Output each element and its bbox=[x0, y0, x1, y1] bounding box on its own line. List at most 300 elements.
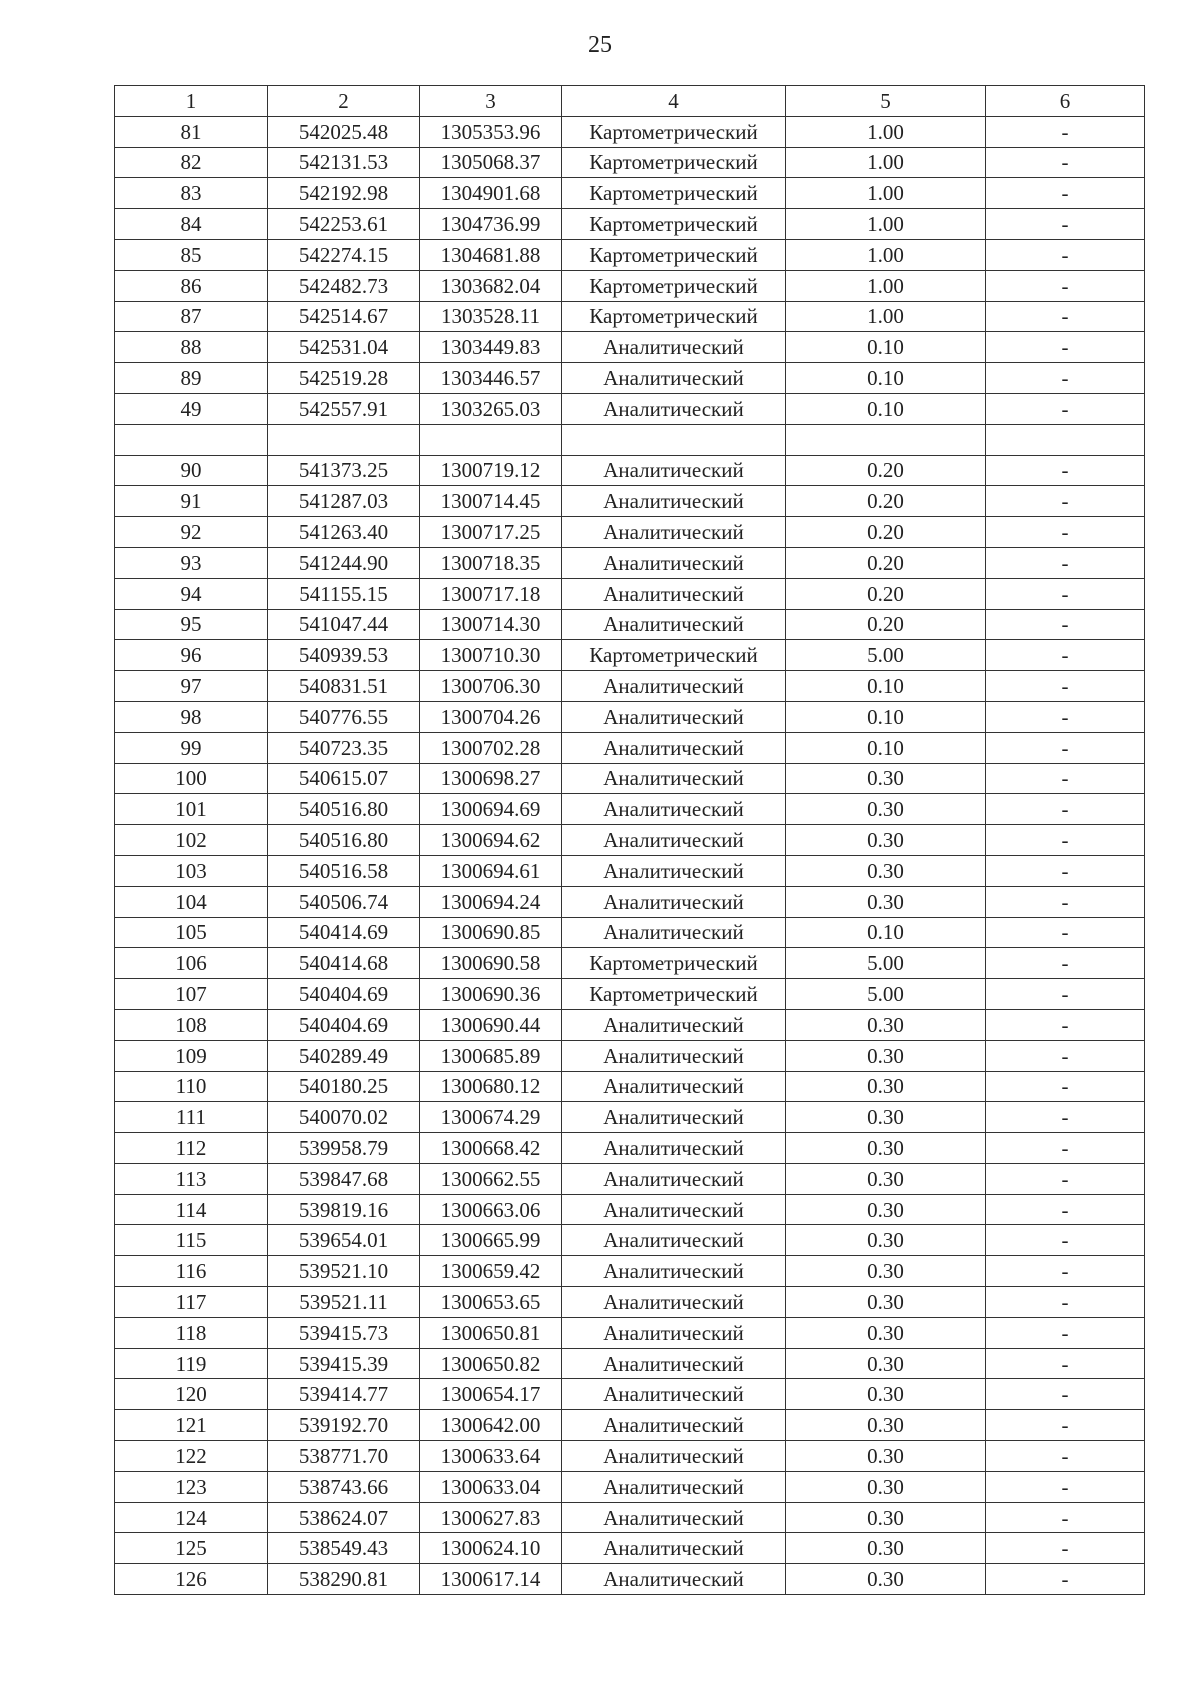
header-row bbox=[115, 86, 1145, 117]
note-cell: - bbox=[986, 1102, 1145, 1133]
accuracy-cell: 0.30 bbox=[786, 886, 986, 917]
y-coordinate-cell: 1304681.88 bbox=[420, 239, 562, 270]
y-coordinate-cell: 1303449.83 bbox=[420, 332, 562, 363]
y-coordinate-cell: 1303446.57 bbox=[420, 363, 562, 394]
point-number-cell: 108 bbox=[115, 1009, 268, 1040]
point-number-cell: 102 bbox=[115, 825, 268, 856]
table-body bbox=[115, 116, 1145, 1594]
y-coordinate-cell: 1300659.42 bbox=[420, 1256, 562, 1287]
accuracy-cell: 0.30 bbox=[786, 1317, 986, 1348]
accuracy-cell bbox=[786, 424, 986, 455]
x-coordinate-cell: 542482.73 bbox=[268, 270, 420, 301]
point-number-cell: 85 bbox=[115, 239, 268, 270]
method-cell: Аналитический bbox=[562, 1102, 786, 1133]
method-cell: Аналитический bbox=[562, 1225, 786, 1256]
y-coordinate-cell: 1300650.82 bbox=[420, 1348, 562, 1379]
note-cell: - bbox=[986, 1379, 1145, 1410]
y-coordinate-cell: 1300706.30 bbox=[420, 671, 562, 702]
table-row bbox=[115, 671, 1145, 702]
table-row bbox=[115, 1071, 1145, 1102]
accuracy-cell: 0.10 bbox=[786, 363, 986, 394]
note-cell: - bbox=[986, 363, 1145, 394]
point-number-cell: 91 bbox=[115, 486, 268, 517]
accuracy-cell: 0.30 bbox=[786, 825, 986, 856]
point-number-cell: 84 bbox=[115, 209, 268, 240]
y-coordinate-cell: 1300704.26 bbox=[420, 701, 562, 732]
method-cell: Картометрический bbox=[562, 640, 786, 671]
accuracy-cell: 0.30 bbox=[786, 1133, 986, 1164]
x-coordinate-cell: 542519.28 bbox=[268, 363, 420, 394]
method-cell: Аналитический bbox=[562, 1071, 786, 1102]
x-coordinate-cell: 540289.49 bbox=[268, 1040, 420, 1071]
x-coordinate-cell: 539847.68 bbox=[268, 1163, 420, 1194]
method-cell: Аналитический bbox=[562, 1287, 786, 1318]
y-coordinate-cell: 1300690.58 bbox=[420, 948, 562, 979]
accuracy-cell: 0.30 bbox=[786, 1009, 986, 1040]
column-header: 5 bbox=[786, 86, 986, 117]
point-number-cell: 116 bbox=[115, 1256, 268, 1287]
point-number-cell: 92 bbox=[115, 517, 268, 548]
point-number-cell: 114 bbox=[115, 1194, 268, 1225]
y-coordinate-cell: 1300694.69 bbox=[420, 794, 562, 825]
x-coordinate-cell: 540506.74 bbox=[268, 886, 420, 917]
method-cell: Аналитический bbox=[562, 1040, 786, 1071]
method-cell: Картометрический bbox=[562, 979, 786, 1010]
x-coordinate-cell: 540414.68 bbox=[268, 948, 420, 979]
y-coordinate-cell: 1300642.00 bbox=[420, 1410, 562, 1441]
accuracy-cell: 0.10 bbox=[786, 671, 986, 702]
table-row bbox=[115, 979, 1145, 1010]
method-cell: Аналитический bbox=[562, 578, 786, 609]
x-coordinate-cell: 540180.25 bbox=[268, 1071, 420, 1102]
y-coordinate-cell: 1300690.44 bbox=[420, 1009, 562, 1040]
method-cell: Аналитический bbox=[562, 1348, 786, 1379]
accuracy-cell: 0.10 bbox=[786, 701, 986, 732]
y-coordinate-cell: 1300624.10 bbox=[420, 1533, 562, 1564]
table-row bbox=[115, 147, 1145, 178]
note-cell: - bbox=[986, 1287, 1145, 1318]
point-number-cell: 124 bbox=[115, 1502, 268, 1533]
table-row bbox=[115, 1317, 1145, 1348]
table-row bbox=[115, 116, 1145, 147]
x-coordinate-cell: 541263.40 bbox=[268, 517, 420, 548]
x-coordinate-cell: 542192.98 bbox=[268, 178, 420, 209]
column-header: 3 bbox=[420, 86, 562, 117]
method-cell: Картометрический bbox=[562, 209, 786, 240]
y-coordinate-cell: 1300627.83 bbox=[420, 1502, 562, 1533]
method-cell: Аналитический bbox=[562, 363, 786, 394]
y-coordinate-cell: 1300633.04 bbox=[420, 1471, 562, 1502]
note-cell: - bbox=[986, 178, 1145, 209]
accuracy-cell: 0.30 bbox=[786, 855, 986, 886]
y-coordinate-cell: 1300694.24 bbox=[420, 886, 562, 917]
accuracy-cell: 0.30 bbox=[786, 1287, 986, 1318]
note-cell: - bbox=[986, 701, 1145, 732]
y-coordinate-cell: 1305068.37 bbox=[420, 147, 562, 178]
method-cell: Картометрический bbox=[562, 147, 786, 178]
x-coordinate-cell: 540723.35 bbox=[268, 732, 420, 763]
table-row bbox=[115, 1379, 1145, 1410]
accuracy-cell: 0.30 bbox=[786, 1225, 986, 1256]
accuracy-cell: 0.30 bbox=[786, 1348, 986, 1379]
table-row bbox=[115, 1502, 1145, 1533]
note-cell: - bbox=[986, 1317, 1145, 1348]
x-coordinate-cell: 541244.90 bbox=[268, 547, 420, 578]
accuracy-cell: 1.00 bbox=[786, 209, 986, 240]
table-row bbox=[115, 825, 1145, 856]
point-number-cell: 107 bbox=[115, 979, 268, 1010]
x-coordinate-cell: 542557.91 bbox=[268, 393, 420, 424]
accuracy-cell: 1.00 bbox=[786, 178, 986, 209]
note-cell: - bbox=[986, 1471, 1145, 1502]
accuracy-cell: 0.30 bbox=[786, 1040, 986, 1071]
point-number-cell: 117 bbox=[115, 1287, 268, 1318]
table-row bbox=[115, 178, 1145, 209]
method-cell: Аналитический bbox=[562, 794, 786, 825]
point-number-cell: 120 bbox=[115, 1379, 268, 1410]
accuracy-cell: 1.00 bbox=[786, 239, 986, 270]
accuracy-cell: 0.30 bbox=[786, 1379, 986, 1410]
note-cell: - bbox=[986, 794, 1145, 825]
point-number-cell: 97 bbox=[115, 671, 268, 702]
accuracy-cell: 5.00 bbox=[786, 948, 986, 979]
method-cell: Аналитический bbox=[562, 1163, 786, 1194]
note-cell: - bbox=[986, 1533, 1145, 1564]
table-row bbox=[115, 1102, 1145, 1133]
method-cell: Аналитический bbox=[562, 393, 786, 424]
x-coordinate-cell: 540070.02 bbox=[268, 1102, 420, 1133]
method-cell: Аналитический bbox=[562, 701, 786, 732]
accuracy-cell: 0.10 bbox=[786, 332, 986, 363]
table-row bbox=[115, 209, 1145, 240]
x-coordinate-cell: 541047.44 bbox=[268, 609, 420, 640]
x-coordinate-cell: 538743.66 bbox=[268, 1471, 420, 1502]
note-cell bbox=[986, 424, 1145, 455]
table-row bbox=[115, 1287, 1145, 1318]
table-row bbox=[115, 1348, 1145, 1379]
y-coordinate-cell: 1300668.42 bbox=[420, 1133, 562, 1164]
y-coordinate-cell: 1300710.30 bbox=[420, 640, 562, 671]
x-coordinate-cell: 539819.16 bbox=[268, 1194, 420, 1225]
accuracy-cell: 0.30 bbox=[786, 1071, 986, 1102]
accuracy-cell: 0.30 bbox=[786, 1256, 986, 1287]
method-cell: Аналитический bbox=[562, 1256, 786, 1287]
method-cell: Аналитический bbox=[562, 609, 786, 640]
y-coordinate-cell: 1300617.14 bbox=[420, 1564, 562, 1595]
point-number-cell: 109 bbox=[115, 1040, 268, 1071]
table-row bbox=[115, 1256, 1145, 1287]
accuracy-cell: 0.30 bbox=[786, 1163, 986, 1194]
note-cell: - bbox=[986, 517, 1145, 548]
y-coordinate-cell: 1300718.35 bbox=[420, 547, 562, 578]
accuracy-cell: 0.30 bbox=[786, 1441, 986, 1472]
note-cell: - bbox=[986, 1133, 1145, 1164]
y-coordinate-cell: 1303265.03 bbox=[420, 393, 562, 424]
y-coordinate-cell: 1300690.85 bbox=[420, 917, 562, 948]
table-row bbox=[115, 1533, 1145, 1564]
table-row bbox=[115, 578, 1145, 609]
table-row bbox=[115, 763, 1145, 794]
note-cell: - bbox=[986, 1194, 1145, 1225]
point-number-cell: 87 bbox=[115, 301, 268, 332]
accuracy-cell: 0.10 bbox=[786, 917, 986, 948]
note-cell: - bbox=[986, 486, 1145, 517]
table-row bbox=[115, 393, 1145, 424]
note-cell: - bbox=[986, 1040, 1145, 1071]
method-cell: Картометрический bbox=[562, 301, 786, 332]
y-coordinate-cell: 1300680.12 bbox=[420, 1071, 562, 1102]
note-cell: - bbox=[986, 1410, 1145, 1441]
accuracy-cell: 1.00 bbox=[786, 116, 986, 147]
point-number-cell: 123 bbox=[115, 1471, 268, 1502]
note-cell: - bbox=[986, 578, 1145, 609]
y-coordinate-cell: 1300714.45 bbox=[420, 486, 562, 517]
accuracy-cell: 0.20 bbox=[786, 486, 986, 517]
accuracy-cell: 1.00 bbox=[786, 270, 986, 301]
point-number-cell: 104 bbox=[115, 886, 268, 917]
x-coordinate-cell: 540404.69 bbox=[268, 1009, 420, 1040]
y-coordinate-cell: 1300650.81 bbox=[420, 1317, 562, 1348]
x-coordinate-cell: 539415.39 bbox=[268, 1348, 420, 1379]
table-row bbox=[115, 1194, 1145, 1225]
point-number-cell: 105 bbox=[115, 917, 268, 948]
y-coordinate-cell: 1300653.65 bbox=[420, 1287, 562, 1318]
x-coordinate-cell: 542274.15 bbox=[268, 239, 420, 270]
method-cell: Аналитический bbox=[562, 1471, 786, 1502]
table-header bbox=[115, 86, 1145, 117]
method-cell: Картометрический bbox=[562, 239, 786, 270]
y-coordinate-cell: 1300690.36 bbox=[420, 979, 562, 1010]
point-number-cell: 89 bbox=[115, 363, 268, 394]
accuracy-cell: 0.30 bbox=[786, 1471, 986, 1502]
table-row bbox=[115, 794, 1145, 825]
note-cell: - bbox=[986, 1071, 1145, 1102]
method-cell: Аналитический bbox=[562, 1009, 786, 1040]
method-cell: Картометрический bbox=[562, 270, 786, 301]
note-cell: - bbox=[986, 455, 1145, 486]
point-number-cell: 94 bbox=[115, 578, 268, 609]
method-cell: Аналитический bbox=[562, 1194, 786, 1225]
point-number-cell: 110 bbox=[115, 1071, 268, 1102]
table-row bbox=[115, 1133, 1145, 1164]
point-number-cell: 95 bbox=[115, 609, 268, 640]
note-cell: - bbox=[986, 1163, 1145, 1194]
method-cell: Аналитический bbox=[562, 486, 786, 517]
y-coordinate-cell: 1304736.99 bbox=[420, 209, 562, 240]
method-cell: Аналитический bbox=[562, 671, 786, 702]
x-coordinate-cell: 542131.53 bbox=[268, 147, 420, 178]
x-coordinate-cell bbox=[268, 424, 420, 455]
y-coordinate-cell: 1300702.28 bbox=[420, 732, 562, 763]
y-coordinate-cell: 1300633.64 bbox=[420, 1441, 562, 1472]
table-row bbox=[115, 1564, 1145, 1595]
method-cell: Аналитический bbox=[562, 1379, 786, 1410]
table-row bbox=[115, 640, 1145, 671]
y-coordinate-cell: 1305353.96 bbox=[420, 116, 562, 147]
y-coordinate-cell: 1304901.68 bbox=[420, 178, 562, 209]
method-cell: Аналитический bbox=[562, 1317, 786, 1348]
y-coordinate-cell: 1300663.06 bbox=[420, 1194, 562, 1225]
accuracy-cell: 5.00 bbox=[786, 979, 986, 1010]
point-number-cell: 86 bbox=[115, 270, 268, 301]
x-coordinate-cell: 541155.15 bbox=[268, 578, 420, 609]
table-row bbox=[115, 1441, 1145, 1472]
note-cell: - bbox=[986, 948, 1145, 979]
method-cell: Аналитический bbox=[562, 825, 786, 856]
point-number-cell: 119 bbox=[115, 1348, 268, 1379]
note-cell: - bbox=[986, 979, 1145, 1010]
x-coordinate-cell: 541287.03 bbox=[268, 486, 420, 517]
y-coordinate-cell: 1300665.99 bbox=[420, 1225, 562, 1256]
x-coordinate-cell: 539415.73 bbox=[268, 1317, 420, 1348]
point-number-cell bbox=[115, 424, 268, 455]
y-coordinate-cell: 1300674.29 bbox=[420, 1102, 562, 1133]
note-cell: - bbox=[986, 671, 1145, 702]
note-cell: - bbox=[986, 917, 1145, 948]
point-number-cell: 111 bbox=[115, 1102, 268, 1133]
note-cell: - bbox=[986, 1502, 1145, 1533]
point-number-cell: 96 bbox=[115, 640, 268, 671]
accuracy-cell: 0.20 bbox=[786, 517, 986, 548]
table-row bbox=[115, 732, 1145, 763]
table-row bbox=[115, 948, 1145, 979]
note-cell: - bbox=[986, 1009, 1145, 1040]
table-row bbox=[115, 609, 1145, 640]
accuracy-cell: 0.20 bbox=[786, 455, 986, 486]
x-coordinate-cell: 540831.51 bbox=[268, 671, 420, 702]
y-coordinate-cell: 1300717.25 bbox=[420, 517, 562, 548]
point-number-cell: 99 bbox=[115, 732, 268, 763]
column-header: 6 bbox=[986, 86, 1145, 117]
x-coordinate-cell: 540414.69 bbox=[268, 917, 420, 948]
accuracy-cell: 0.30 bbox=[786, 1533, 986, 1564]
note-cell: - bbox=[986, 855, 1145, 886]
point-number-cell: 100 bbox=[115, 763, 268, 794]
table-row bbox=[115, 1410, 1145, 1441]
note-cell: - bbox=[986, 1256, 1145, 1287]
point-number-cell: 90 bbox=[115, 455, 268, 486]
x-coordinate-cell: 540404.69 bbox=[268, 979, 420, 1010]
y-coordinate-cell: 1300654.17 bbox=[420, 1379, 562, 1410]
y-coordinate-cell: 1300698.27 bbox=[420, 763, 562, 794]
x-coordinate-cell: 540516.80 bbox=[268, 825, 420, 856]
x-coordinate-cell: 539192.70 bbox=[268, 1410, 420, 1441]
x-coordinate-cell: 539414.77 bbox=[268, 1379, 420, 1410]
table-row bbox=[115, 332, 1145, 363]
accuracy-cell: 5.00 bbox=[786, 640, 986, 671]
method-cell: Картометрический bbox=[562, 178, 786, 209]
method-cell: Аналитический bbox=[562, 517, 786, 548]
point-number-cell: 106 bbox=[115, 948, 268, 979]
note-cell: - bbox=[986, 270, 1145, 301]
method-cell: Аналитический bbox=[562, 886, 786, 917]
table-row bbox=[115, 1040, 1145, 1071]
x-coordinate-cell: 539654.01 bbox=[268, 1225, 420, 1256]
method-cell: Аналитический bbox=[562, 1564, 786, 1595]
note-cell: - bbox=[986, 301, 1145, 332]
y-coordinate-cell: 1300717.18 bbox=[420, 578, 562, 609]
table-row bbox=[115, 517, 1145, 548]
accuracy-cell: 0.20 bbox=[786, 547, 986, 578]
method-cell: Аналитический bbox=[562, 1133, 786, 1164]
table-row bbox=[115, 701, 1145, 732]
table-row bbox=[115, 424, 1145, 455]
note-cell: - bbox=[986, 1225, 1145, 1256]
x-coordinate-cell: 540516.80 bbox=[268, 794, 420, 825]
x-coordinate-cell: 541373.25 bbox=[268, 455, 420, 486]
point-number-cell: 49 bbox=[115, 393, 268, 424]
table-row bbox=[115, 1471, 1145, 1502]
note-cell: - bbox=[986, 332, 1145, 363]
point-number-cell: 81 bbox=[115, 116, 268, 147]
table-row bbox=[115, 301, 1145, 332]
point-number-cell: 101 bbox=[115, 794, 268, 825]
table-row bbox=[115, 917, 1145, 948]
x-coordinate-cell: 540776.55 bbox=[268, 701, 420, 732]
point-number-cell: 125 bbox=[115, 1533, 268, 1564]
method-cell: Аналитический bbox=[562, 855, 786, 886]
accuracy-cell: 1.00 bbox=[786, 147, 986, 178]
column-header: 4 bbox=[562, 86, 786, 117]
note-cell: - bbox=[986, 763, 1145, 794]
method-cell: Аналитический bbox=[562, 1502, 786, 1533]
point-number-cell: 115 bbox=[115, 1225, 268, 1256]
point-number-cell: 82 bbox=[115, 147, 268, 178]
point-number-cell: 98 bbox=[115, 701, 268, 732]
point-number-cell: 118 bbox=[115, 1317, 268, 1348]
accuracy-cell: 0.30 bbox=[786, 1102, 986, 1133]
table-row bbox=[115, 363, 1145, 394]
accuracy-cell: 0.20 bbox=[786, 609, 986, 640]
y-coordinate-cell: 1303682.04 bbox=[420, 270, 562, 301]
method-cell: Аналитический bbox=[562, 917, 786, 948]
method-cell: Аналитический bbox=[562, 1533, 786, 1564]
note-cell: - bbox=[986, 732, 1145, 763]
note-cell: - bbox=[986, 825, 1145, 856]
table-row bbox=[115, 886, 1145, 917]
y-coordinate-cell bbox=[420, 424, 562, 455]
accuracy-cell: 0.30 bbox=[786, 1410, 986, 1441]
method-cell bbox=[562, 424, 786, 455]
y-coordinate-cell: 1300662.55 bbox=[420, 1163, 562, 1194]
accuracy-cell: 0.30 bbox=[786, 794, 986, 825]
x-coordinate-cell: 539958.79 bbox=[268, 1133, 420, 1164]
y-coordinate-cell: 1300694.62 bbox=[420, 825, 562, 856]
note-cell: - bbox=[986, 147, 1145, 178]
x-coordinate-cell: 542514.67 bbox=[268, 301, 420, 332]
table-row bbox=[115, 855, 1145, 886]
page-number: 25 bbox=[588, 32, 612, 58]
method-cell: Аналитический bbox=[562, 455, 786, 486]
note-cell: - bbox=[986, 886, 1145, 917]
point-number-cell: 93 bbox=[115, 547, 268, 578]
y-coordinate-cell: 1300719.12 bbox=[420, 455, 562, 486]
method-cell: Аналитический bbox=[562, 332, 786, 363]
point-number-cell: 122 bbox=[115, 1441, 268, 1472]
point-number-cell: 113 bbox=[115, 1163, 268, 1194]
x-coordinate-cell: 538549.43 bbox=[268, 1533, 420, 1564]
note-cell: - bbox=[986, 393, 1145, 424]
y-coordinate-cell: 1300685.89 bbox=[420, 1040, 562, 1071]
method-cell: Картометрический bbox=[562, 948, 786, 979]
method-cell: Аналитический bbox=[562, 1410, 786, 1441]
x-coordinate-cell: 540939.53 bbox=[268, 640, 420, 671]
method-cell: Аналитический bbox=[562, 547, 786, 578]
column-header: 1 bbox=[115, 86, 268, 117]
method-cell: Картометрический bbox=[562, 116, 786, 147]
table-row bbox=[115, 547, 1145, 578]
x-coordinate-cell: 538771.70 bbox=[268, 1441, 420, 1472]
